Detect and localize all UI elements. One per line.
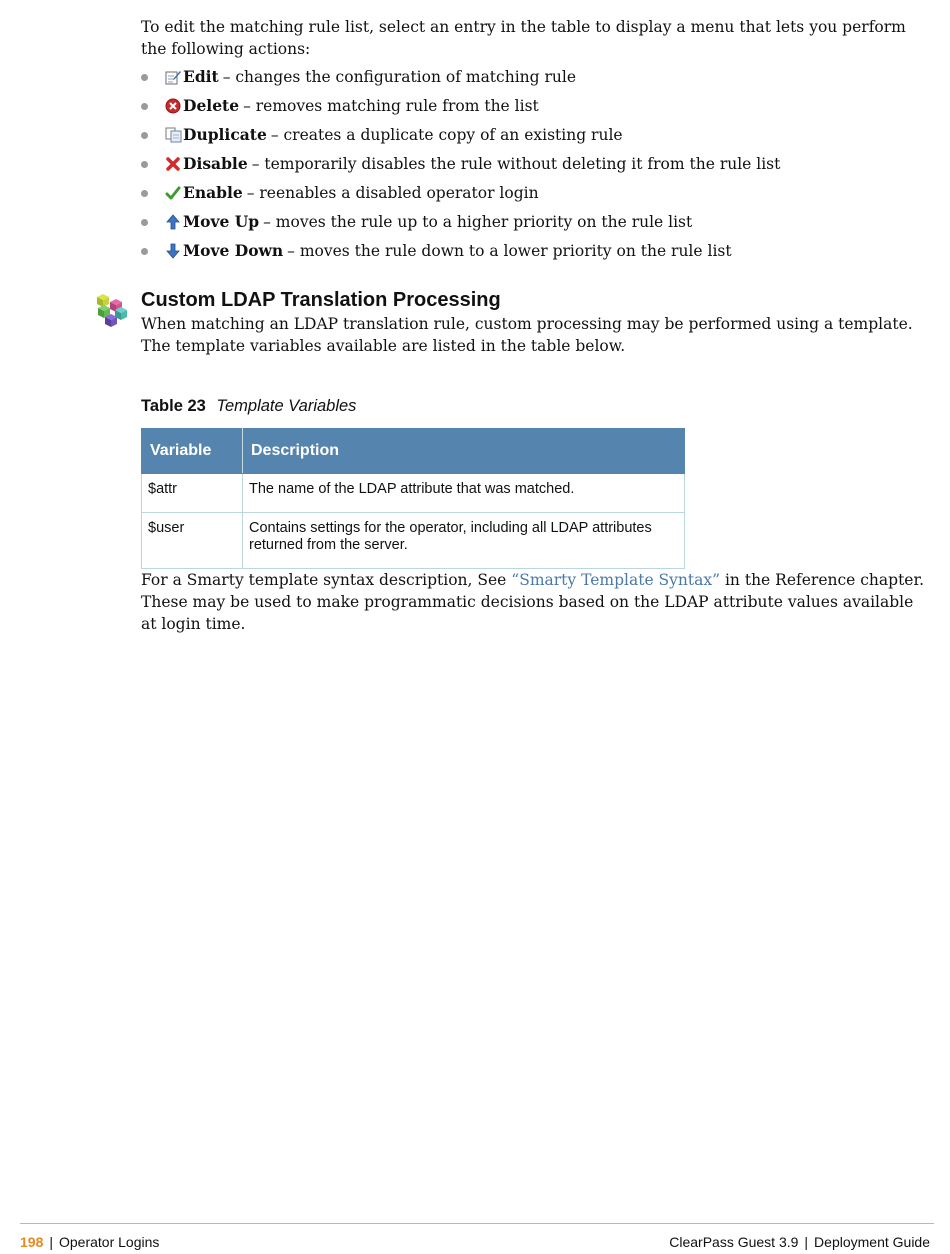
table-title: Template Variables xyxy=(216,397,357,415)
action-description: – removes matching rule from the list xyxy=(243,97,539,115)
duplicate-icon xyxy=(165,127,181,143)
table-cell: $user xyxy=(142,513,243,569)
bullet xyxy=(141,74,148,81)
action-name: Disable xyxy=(183,154,248,173)
footer-right xyxy=(669,1233,930,1251)
action-description: – creates a duplicate copy of an existing rule xyxy=(270,126,623,144)
section-paragraph: The template variables available are listed in the table below. xyxy=(141,337,626,355)
outro-paragraph xyxy=(141,569,931,635)
edit-icon xyxy=(165,69,181,85)
chapter-title: Operator Logins xyxy=(59,1234,160,1250)
bullet xyxy=(141,248,148,255)
list-item-duplicate xyxy=(141,124,931,153)
outro-text: in the Reference chapter. These may be used to make programmatic decisions based on the LDAP attribute values available at login time. xyxy=(141,571,925,633)
list-item-move-down xyxy=(141,240,931,269)
list-item-enable xyxy=(141,182,931,211)
table-number: Table 23 xyxy=(141,397,206,415)
action-description: – moves the rule down to a lower priority on the rule list xyxy=(287,242,732,260)
intro-paragraph: To edit the matching rule list, select an entry in the table to display a menu that lets you perform the following actions: xyxy=(141,18,906,58)
footer-divider xyxy=(20,1223,934,1224)
action-name: Move Down xyxy=(183,241,284,260)
bullet xyxy=(141,103,148,110)
list-item-disable xyxy=(141,153,931,182)
bullet xyxy=(141,219,148,226)
footer-left xyxy=(20,1233,159,1251)
section-paragraph: When matching an LDAP translation rule, custom processing may be performed using a template. xyxy=(141,315,913,333)
arrow-down-icon xyxy=(165,243,181,259)
document-page xyxy=(141,16,931,635)
disable-icon xyxy=(165,156,181,172)
action-name: Edit xyxy=(183,67,219,86)
table-header-row xyxy=(142,429,685,474)
action-description: – moves the rule up to a higher priority on the rule list xyxy=(263,213,693,231)
action-description: – changes the configuration of matching rule xyxy=(222,68,577,86)
footer-separator: | xyxy=(804,1234,809,1250)
action-description: – reenables a disabled operator login xyxy=(246,184,539,202)
section-heading: Custom LDAP Translation Processing xyxy=(141,289,501,311)
table-caption xyxy=(141,395,931,417)
table-row xyxy=(142,474,685,513)
action-list xyxy=(141,66,931,269)
footer-separator: | xyxy=(49,1234,53,1250)
section-header xyxy=(141,287,931,313)
action-name: Delete xyxy=(183,96,240,115)
cubes-icon xyxy=(95,291,129,329)
checkmark-icon xyxy=(165,185,181,201)
table-cell: The name of the LDAP attribute that was matched. xyxy=(243,474,685,513)
list-item-edit xyxy=(141,66,931,95)
column-header: Variable xyxy=(142,429,243,474)
document-name: Deployment Guide xyxy=(814,1234,930,1250)
bullet xyxy=(141,161,148,168)
table-cell: $attr xyxy=(142,474,243,513)
bullet xyxy=(141,132,148,139)
page-number: 198 xyxy=(20,1234,44,1250)
delete-icon xyxy=(165,98,181,114)
smarty-template-syntax-link[interactable]: “Smarty Template Syntax” xyxy=(511,571,721,589)
table-cell: Contains settings for the operator, including all LDAP attributes returned from the server. xyxy=(243,513,685,569)
arrow-up-icon xyxy=(165,214,181,230)
list-item-delete xyxy=(141,95,931,124)
list-item-move-up xyxy=(141,211,931,240)
table-row xyxy=(142,513,685,569)
column-header: Description xyxy=(243,429,685,474)
product-name: ClearPass Guest 3.9 xyxy=(669,1234,799,1250)
template-variables-table xyxy=(141,428,685,569)
action-description: – temporarily disables the rule without deleting it from the rule list xyxy=(251,155,781,173)
action-name: Duplicate xyxy=(183,125,267,144)
action-name: Move Up xyxy=(183,212,260,231)
bullet xyxy=(141,190,148,197)
outro-text: For a Smarty template syntax description, See xyxy=(141,571,512,589)
action-name: Enable xyxy=(183,183,243,202)
